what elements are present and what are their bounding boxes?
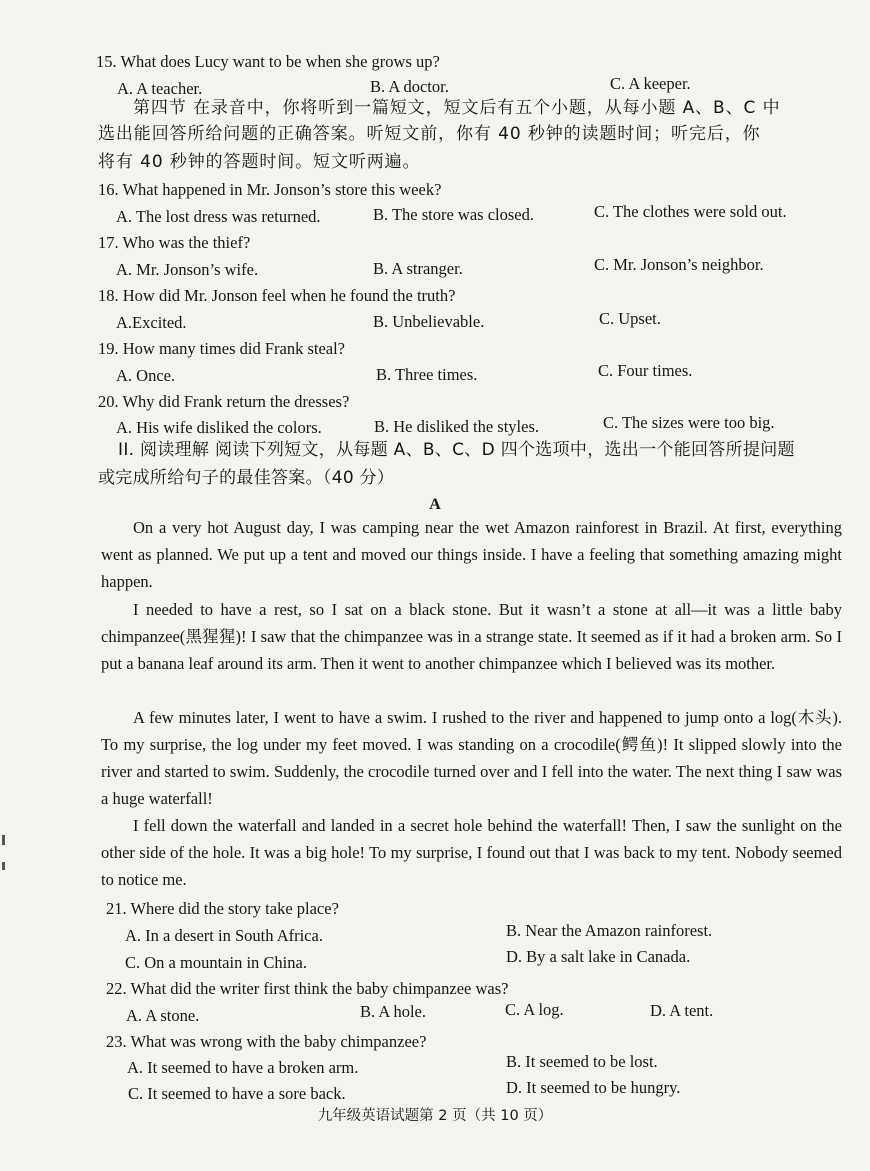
q18-option-b: B. Unbelievable. — [373, 312, 485, 331]
q16-option-a: A. The lost dress was returned. — [116, 207, 321, 226]
passage-heading: A — [429, 496, 441, 513]
q20-option-b: B. He disliked the styles. — [374, 417, 539, 436]
margin-mark — [2, 862, 5, 870]
q17-option-b: B. A stranger. — [373, 259, 463, 278]
page-footer: 九年级英语试题第 2 页（共 10 页） — [317, 1108, 553, 1124]
section4-instructions-line3: 将有 40 秒钟的答题时间。短文听两遍。 — [98, 152, 421, 172]
question-17: 17. Who was the thief? — [98, 233, 251, 252]
q20-option-c: C. The sizes were too big. — [603, 413, 775, 432]
q19-option-b: B. Three times. — [376, 365, 478, 384]
margin-mark — [2, 835, 5, 845]
q15-option-c: C. A keeper. — [610, 74, 691, 93]
q16-option-b: B. The store was closed. — [373, 205, 534, 224]
q17-option-c: C. Mr. Jonson’s neighbor. — [594, 255, 764, 274]
q21-option-c: C. On a mountain in China. — [125, 953, 307, 972]
passage-paragraph-3: A few minutes later, I went to have a swim. I rushed to the river and happened to jump onto a log(木头). To my surprise, the log under my feet moved. I was standing on a crocodile(鳄鱼)! It slipped slowly into the river and started to swim. Suddenly, the crocodile turned over and I fell into the water. The next thing I saw was a huge waterfall! — [101, 708, 842, 808]
question-19: 19. How many times did Frank steal? — [98, 339, 346, 358]
q22-option-c: C. A log. — [505, 1000, 564, 1019]
q19-option-c: C. Four times. — [598, 361, 693, 380]
q21-option-b: B. Near the Amazon rainforest. — [506, 921, 713, 940]
passage-paragraph-2: I needed to have a rest, so I sat on a black stone. But it wasn’t a stone at all—it was a little baby chimpanzee(黑猩猩)! I saw that the chimpanzee was in a strange state. It seemed as if it had a broken arm. So I put a banana leaf around its arm. Then it went to another chimpanzee which I believed was its mother. — [101, 600, 842, 673]
q15-option-b: B. A doctor. — [370, 77, 449, 96]
q23-option-b: B. It seemed to be lost. — [506, 1052, 658, 1071]
q17-option-a: A. Mr. Jonson’s wife. — [116, 260, 259, 279]
section4-instructions-line1: 第四节 在录音中，你将听到一篇短文，短文后有五个小题，从每小题 A、B、C 中 — [133, 98, 781, 118]
q16-option-c: C. The clothes were sold out. — [594, 202, 787, 221]
section4-instructions-line2: 选出能回答所给问题的正确答案。听短文前，你有 40 秒钟的读题时间；听完后，你 — [98, 124, 761, 144]
q15-option-a: A. A teacher. — [117, 79, 203, 98]
question-22: 22. What did the writer first think the baby chimpanzee was? — [106, 979, 509, 998]
question-21: 21. Where did the story take place? — [106, 899, 339, 918]
question-20: 20. Why did Frank return the dresses? — [98, 392, 350, 411]
passage-paragraph-1: On a very hot August day, I was camping near the wet Amazon rainforest in Brazil. At first, everything went as planned. We put up a tent and moved our things inside. I have a feeling that something amazing might happen. — [101, 518, 842, 591]
q22-option-d: D. A tent. — [650, 1001, 714, 1020]
q21-option-a: A. In a desert in South Africa. — [125, 926, 323, 945]
q22-option-b: B. A hole. — [360, 1002, 427, 1021]
q19-option-a: A. Once. — [116, 366, 176, 385]
passage-paragraph-4: I fell down the waterfall and landed in a secret hole behind the waterfall! Then, I saw the sunlight on the other side of the hole. It was a big hole! To my surprise, I found out that I was back to my tent. Nobody seemed to notice me. — [101, 816, 842, 889]
question-16: 16. What happened in Mr. Jonson’s store this week? — [98, 180, 442, 199]
question-18: 18. How did Mr. Jonson feel when he found the truth? — [98, 286, 456, 305]
part2-instructions-line1: II. 阅读理解 阅读下列短文，从每题 A、B、C、D 四个选项中，选出一个能回答所提问题 — [118, 440, 795, 460]
question-15: 15. What does Lucy want to be when she grows up? — [96, 52, 440, 71]
question-23: 23. What was wrong with the baby chimpanzee? — [106, 1032, 427, 1051]
q18-option-c: C. Upset. — [599, 309, 661, 328]
q21-option-d: D. By a salt lake in Canada. — [506, 947, 691, 966]
q23-option-d: D. It seemed to be hungry. — [506, 1078, 681, 1097]
q23-option-c: C. It seemed to have a sore back. — [128, 1084, 346, 1103]
q20-option-a: A. His wife disliked the colors. — [116, 418, 322, 437]
q23-option-a: A. It seemed to have a broken arm. — [127, 1058, 359, 1077]
q22-option-a: A. A stone. — [126, 1006, 200, 1025]
q18-option-a: A.Excited. — [116, 313, 187, 332]
part2-instructions-line2: 或完成所给句子的最佳答案。（40 分） — [98, 468, 395, 488]
